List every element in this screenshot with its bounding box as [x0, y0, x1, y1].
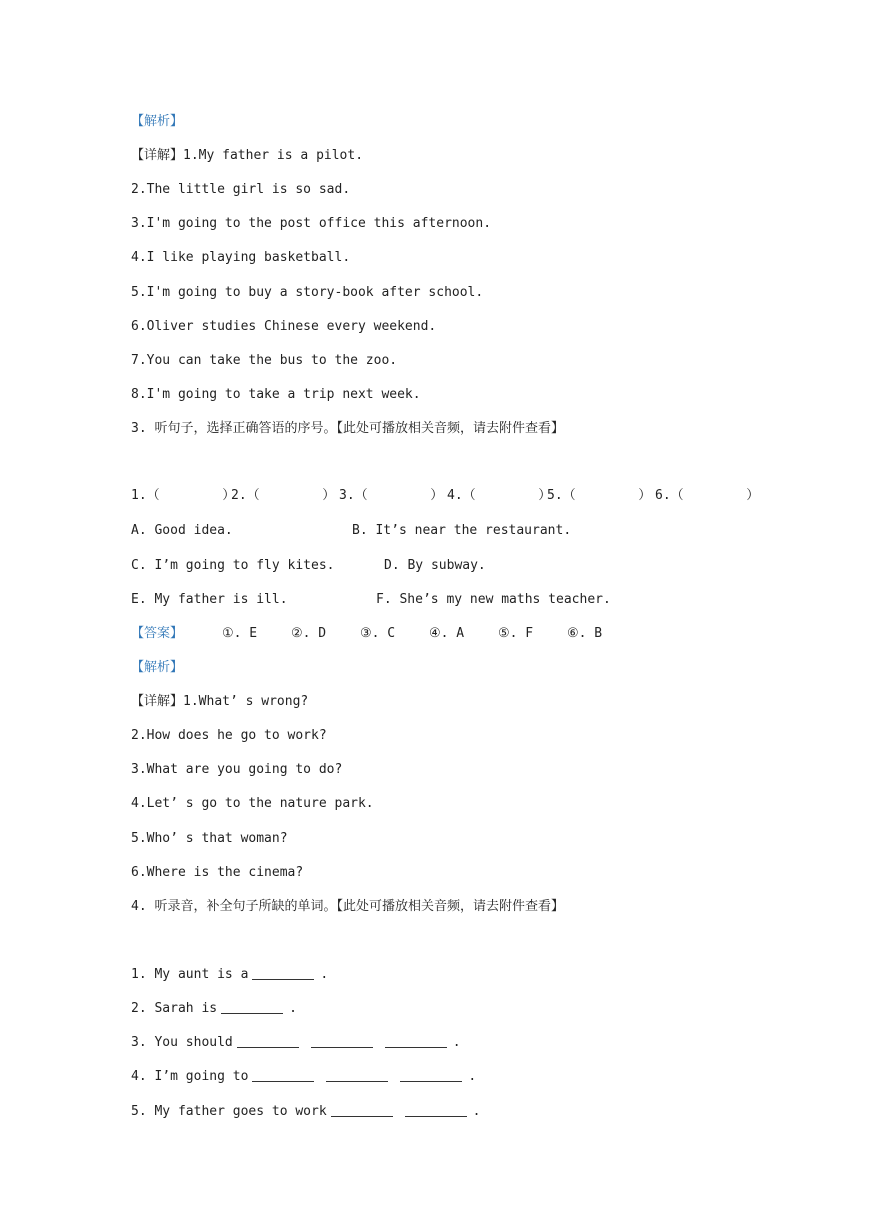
answer-blank[interactable]: [311, 1035, 373, 1048]
transcript-line: 1.My father is a pilot.: [183, 148, 364, 163]
option-c: C. I’m going to fly kites.: [131, 558, 335, 573]
option-d: D. By subway.: [384, 558, 486, 573]
transcript-line: 8.I'm going to take a trip next week.: [131, 387, 421, 402]
fill-item-text: 4. I’m going to: [131, 1069, 249, 1084]
answer-value: ⑤. F: [498, 626, 534, 641]
answer-slot-6: 6.（ ）: [655, 488, 760, 503]
fill-item-3: 3. You should .: [131, 1035, 461, 1050]
transcript-line: 3.What are you going to do?: [131, 762, 343, 777]
transcript-line: 2.How does he go to work?: [131, 728, 327, 743]
detail-line-1: [131, 148, 363, 164]
fill-item-text: 2. Sarah is: [131, 1001, 218, 1016]
detail-line-1: [131, 694, 308, 710]
answer-blank[interactable]: [331, 1104, 393, 1117]
answer-slot-1: 1.（ ）: [131, 488, 236, 503]
fill-item-4: 4. I’m going to .: [131, 1069, 477, 1084]
transcript-line: 3.I'm going to the post office this afternoon.: [131, 216, 492, 231]
fill-item-2: 2. Sarah is .: [131, 1001, 297, 1016]
transcript-line: 6.Where is the cinema?: [131, 865, 304, 880]
answer-blank[interactable]: [400, 1069, 462, 1082]
transcript-line: 4.Let’ s go to the nature park.: [131, 796, 374, 811]
fill-item-text: 5. My father goes to work: [131, 1104, 327, 1119]
answer-value: ①. E: [222, 626, 258, 641]
detail-tag: 【详解】: [131, 148, 184, 163]
answer-slot-2: 2.（ ）: [231, 488, 336, 503]
answer-blank[interactable]: [237, 1035, 299, 1048]
answer-blank[interactable]: [385, 1035, 447, 1048]
transcript-line: 1.What’ s wrong?: [183, 694, 309, 709]
transcript-line: 5.I'm going to buy a story-book after school.: [131, 285, 484, 300]
answer-slot-5: 5.（ ）: [547, 488, 652, 503]
detail-tag: 【详解】: [131, 694, 184, 709]
answer-blank[interactable]: [326, 1069, 388, 1082]
option-a: A. Good idea.: [131, 523, 233, 538]
analysis-tag: 【解析】: [131, 660, 184, 675]
option-b: B. It’s near the restaurant.: [352, 523, 572, 538]
option-f: F. She’s my new maths teacher.: [376, 592, 611, 607]
answer-blank[interactable]: [252, 1069, 314, 1082]
answer-blank[interactable]: [252, 967, 314, 980]
analysis-tag: 【解析】: [131, 114, 184, 129]
option-e: E. My father is ill.: [131, 592, 288, 607]
answer-tag: 【答案】: [131, 626, 184, 641]
fill-item-text: 1. My aunt is a: [131, 967, 249, 982]
transcript-line: 2.The little girl is so sad.: [131, 182, 351, 197]
transcript-line: 7.You can take the bus to the zoo.: [131, 353, 398, 368]
fill-item-5: 5. My father goes to work .: [131, 1104, 481, 1119]
answer-blank[interactable]: [405, 1104, 467, 1117]
answer-value: ③. C: [360, 626, 396, 641]
answer-value: ⑥. B: [567, 626, 603, 641]
transcript-line: 4.I like playing basketball.: [131, 250, 351, 265]
answer-slot-3: 3.（ ）: [339, 488, 444, 503]
question-4-heading: 4. 听录音，补全句子所缺的单词。【此处可播放相关音频，请去附件查看】: [131, 899, 564, 914]
answer-blank[interactable]: [221, 1001, 283, 1014]
question-3-heading: 3. 听句子，选择正确答语的序号。【此处可播放相关音频，请去附件查看】: [131, 421, 564, 436]
answer-value: ④. A: [429, 626, 465, 641]
answer-value: ②. D: [291, 626, 327, 641]
answer-slot-4: 4.（ ）: [447, 488, 552, 503]
fill-item-1: 1. My aunt is a .: [131, 967, 329, 982]
transcript-line: 6.Oliver studies Chinese every weekend.: [131, 319, 437, 334]
transcript-line: 5.Who’ s that woman?: [131, 831, 288, 846]
fill-item-text: 3. You should: [131, 1035, 233, 1050]
